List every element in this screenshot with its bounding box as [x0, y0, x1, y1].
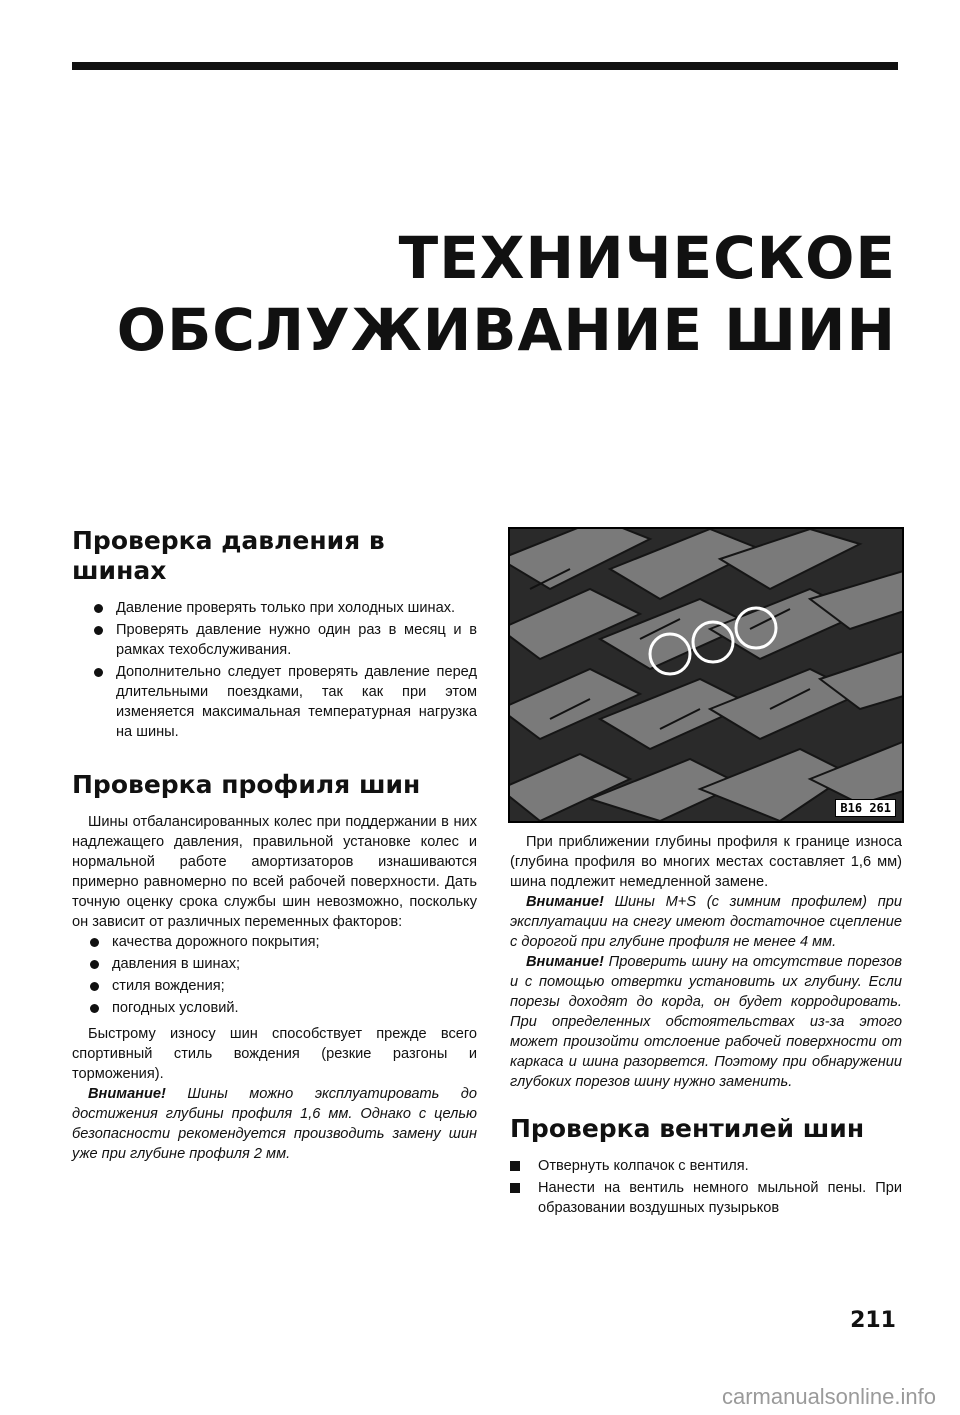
winter-tire-warning — [510, 892, 902, 952]
pressure-heading: Проверка давления в шинах — [72, 526, 385, 585]
tire-tread-illustration — [510, 529, 902, 821]
top-rule — [72, 62, 898, 70]
factors-list — [72, 932, 477, 1018]
warning-text: Проверить шину на отсутствие порезов и с помощью отвертки установить их глубину. Если порезы доходят до корда, он будет корродировать. При определенных обстоятельствах из-за этого может произойти отслоение рабочей поверхности от каркаса и шина разорвется. Поэтому при обнаружении глубоких порезов шину нужно заменить. — [510, 954, 902, 1090]
warning-label: Внимание! — [526, 954, 604, 970]
profile-heading: Проверка профиля шин — [72, 770, 421, 799]
pressure-item: Проверять давление нужно один раз в месяц и в рамках техобслуживания. — [72, 620, 477, 660]
warning-text: Шины можно эксплуатировать до достижения глубины профиля 1,6 мм. Однако с целью безопасности рекомендуется производить замену шин уже при глубине профиля 2 мм. — [72, 1086, 477, 1162]
valves-item: Отвернуть колпачок с вентиля. — [510, 1156, 902, 1176]
watermark: carmanualsonline.info — [721, 1384, 936, 1409]
wear-limit-text: При приближении глубины профиля к границе износа (глубина профиля во многих местах составляет 1,6 мм) шина подлежит немедленной замене. — [510, 834, 902, 890]
profile-intro: Шины отбалансированных колес при поддержании в них надлежащего давления, правильной установке колес и нормальной работе амортизаторов изнашиваются примерно равномерно по всей рабочей поверхности. Дать точную оценку срока службы шин невозможно, поскольку он зависит от различных переменных факторов: — [72, 814, 477, 930]
figure-code: B16 261 — [835, 799, 896, 817]
page-title-line2: ОБСЛУЖИВАНИЕ ШИН — [116, 296, 896, 364]
pressure-list — [72, 598, 477, 742]
warning-label: Внимание! — [88, 1086, 166, 1102]
warning-text: Шины M+S (с зимним профилем) при эксплуатации на снегу имеют достаточное сцепление с дорогой при глубине профиля не менее 4 мм. — [510, 894, 902, 950]
pressure-item: Давление проверять только при холодных шинах. — [72, 598, 477, 618]
right-column — [510, 832, 902, 1224]
valves-list — [510, 1156, 902, 1218]
factor-item: давления в шинах; — [72, 954, 477, 974]
factor-item: качества дорожного покрытия; — [72, 932, 477, 952]
page-title-line1: ТЕХНИЧЕСКОЕ — [398, 224, 896, 292]
left-column — [72, 526, 477, 1164]
profile-warning — [72, 1084, 477, 1164]
page-number: 211 — [850, 1308, 896, 1333]
valves-heading: Проверка вентилей шин — [510, 1114, 865, 1143]
valves-item: Нанести на вентиль немного мыльной пены. При образовании воздушных пузырьков — [510, 1178, 902, 1218]
tire-tread-photo — [508, 527, 904, 823]
pressure-item: Дополнительно следует проверять давление перед длительными поездками, так как при этом изменяется максимальная температурная нагрузка на шины. — [72, 662, 477, 742]
warning-label: Внимание! — [526, 894, 604, 910]
cuts-warning — [510, 952, 902, 1092]
profile-after: Быстрому износу шин способствует прежде всего спортивный стиль вождения (резкие разгоны и торможения). — [72, 1026, 477, 1082]
factor-item: стиля вождения; — [72, 976, 477, 996]
factor-item: погодных условий. — [72, 998, 477, 1018]
page-title — [117, 222, 896, 366]
